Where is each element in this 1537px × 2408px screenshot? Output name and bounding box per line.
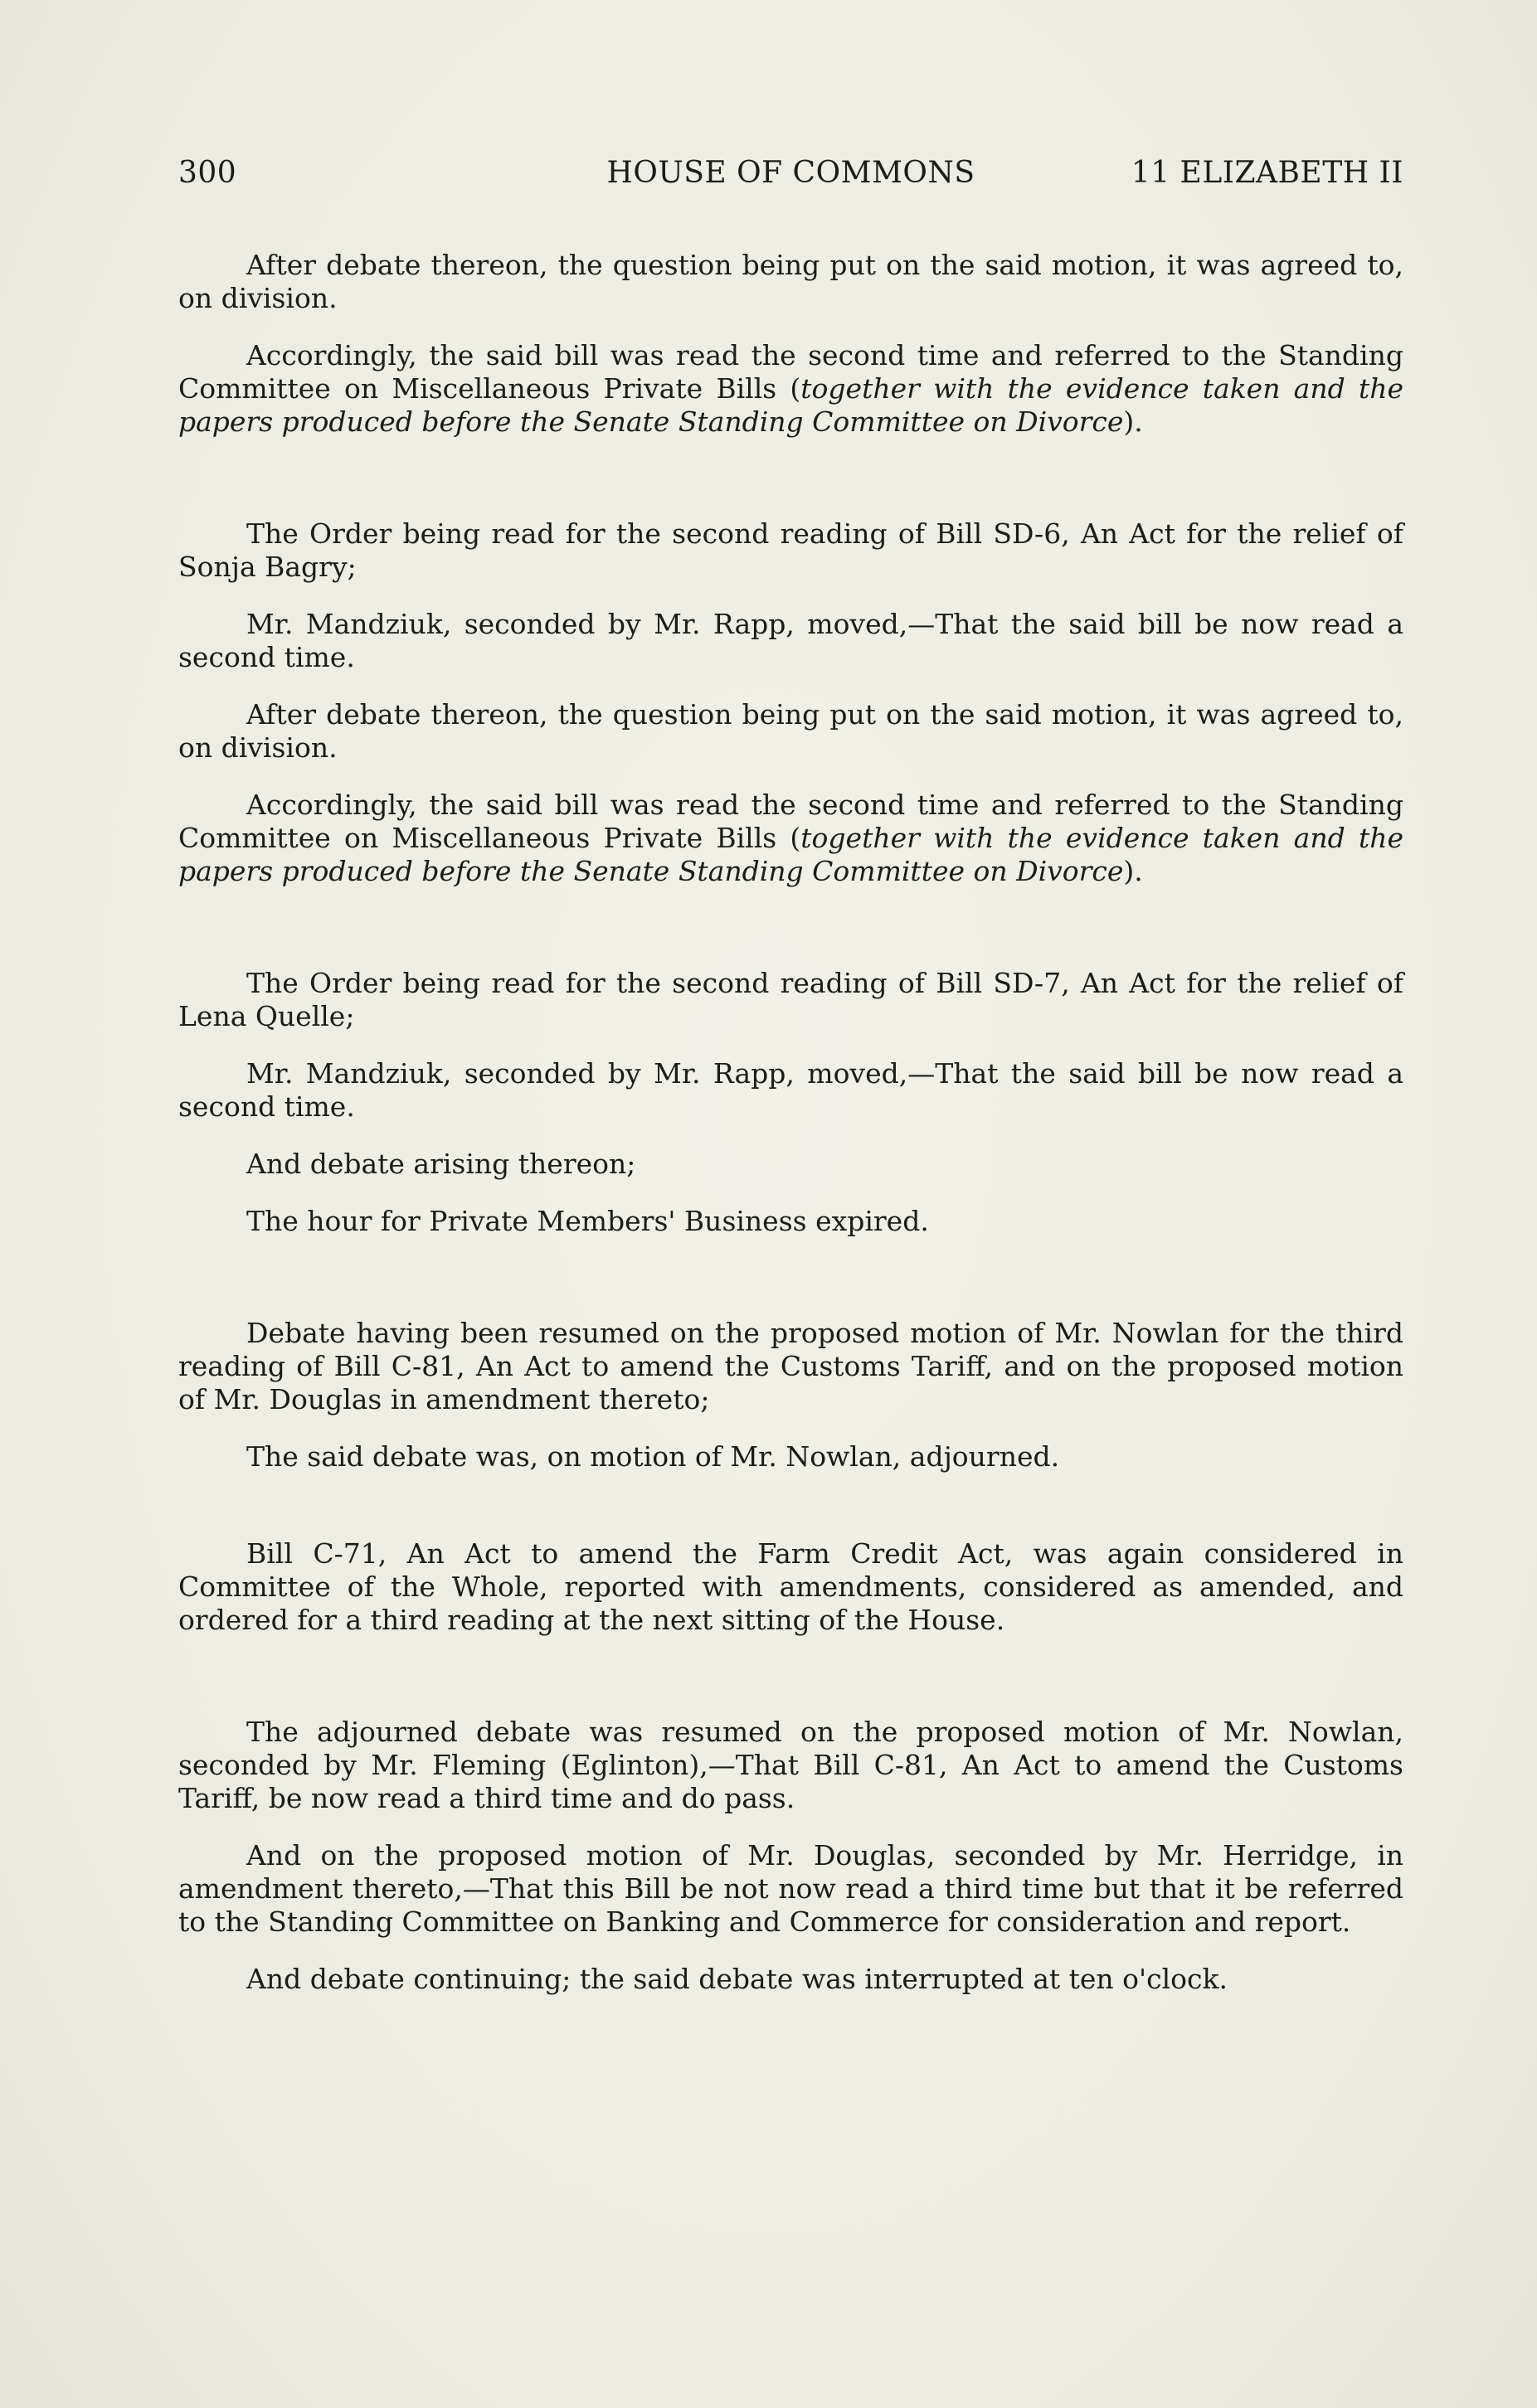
regnal-year: 11 ELIZABETH II <box>1131 156 1403 190</box>
paragraph: After debate thereon, the question being put on the said motion, it was agreed to, on division. <box>178 249 1403 314</box>
journal-title: HOUSE OF COMMONS <box>606 156 975 190</box>
journal-body <box>178 249 1403 2020</box>
paragraph: Debate having been resumed on the proposed motion of Mr. Nowlan for the third reading of Bill C-81, An Act to amend the Customs Tariff, and on the proposed motion of Mr. Douglas in amendment thereto; <box>178 1317 1403 1415</box>
section-spacer <box>178 1262 1403 1317</box>
paragraph: The said debate was, on motion of Mr. Nowlan, adjourned. <box>246 1440 1060 1473</box>
paragraph: And debate arising thereon; <box>246 1148 636 1180</box>
paragraph <box>178 789 1403 888</box>
running-head <box>178 156 1403 199</box>
paragraph-text: Accordingly, the said bill was read the second time and referred to the Standing Committee on Miscellaneous Private Bills ( <box>178 789 1403 854</box>
paragraph: The hour for Private Members' Business expired. <box>246 1205 929 1237</box>
paragraph: And on the proposed motion of Mr. Douglas, seconded by Mr. Herridge, in amendment thereto,—That this Bill be not now read a third time but that it be referred to the Standing Committee on Banking and Commerce for consideration and report. <box>178 1839 1403 1938</box>
section-spacer <box>178 1498 1403 1537</box>
paragraph: Mr. Mandziuk, seconded by Mr. Rapp, moved,—That the said bill be now read a second time. <box>178 608 1403 673</box>
paragraph: The Order being read for the second reading of Bill SD-6, An Act for the relief of Sonja Bagry; <box>178 517 1403 583</box>
section-spacer <box>178 463 1403 517</box>
paragraph-text: ). <box>1123 405 1143 438</box>
paragraph <box>178 339 1403 439</box>
section-spacer <box>178 912 1403 967</box>
paragraph: Bill C-71, An Act to amend the Farm Credit Act, was again considered in Committee of the Whole, reported with amendments, considered as amended, and ordered for a third reading at the next sitting of the House. <box>178 1537 1403 1636</box>
paragraph-text: ). <box>1123 855 1143 887</box>
paragraph: After debate thereon, the question being put on the said motion, it was agreed to, on division. <box>178 698 1403 764</box>
paragraph-italic-text: together with the evidence taken and the papers produced before the Senate Standing Committee on Divorce <box>178 822 1403 887</box>
section-spacer <box>178 1661 1403 1716</box>
paragraph: The Order being read for the second reading of Bill SD-7, An Act for the relief of Lena Quelle; <box>178 967 1403 1032</box>
paragraph-italic-text: together with the evidence taken and the papers produced before the Senate Standing Committee on Divorce <box>178 372 1403 438</box>
paragraph: And debate continuing; the said debate was interrupted at ten o'clock. <box>246 1963 1228 1995</box>
paragraph: Mr. Mandziuk, seconded by Mr. Rapp, moved,—That the said bill be now read a second time. <box>178 1057 1403 1123</box>
paragraph-text: Accordingly, the said bill was read the second time and referred to the Standing Committee on Miscellaneous Private Bills ( <box>178 339 1403 405</box>
page-number: 300 <box>178 156 237 190</box>
paragraph: The adjourned debate was resumed on the proposed motion of Mr. Nowlan, seconded by Mr. Fleming (Eglinton),—That Bill C-81, An Act to amend the Customs Tariff, be now read a third time and do pass. <box>178 1716 1403 1814</box>
